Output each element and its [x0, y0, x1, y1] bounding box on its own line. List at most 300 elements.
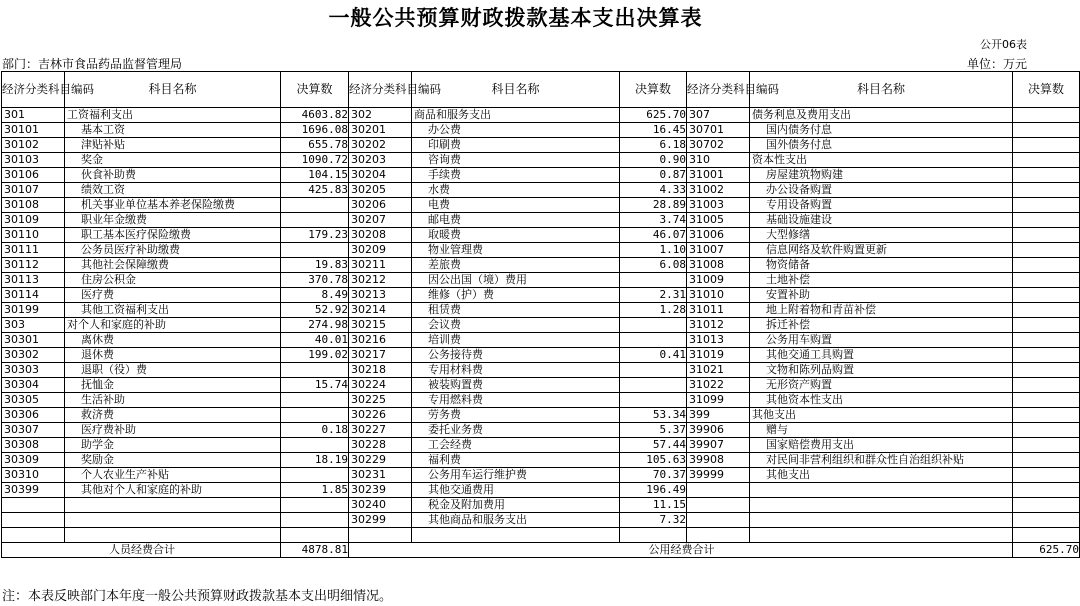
amount-cell: 28.89 [620, 198, 687, 213]
public-total-amount: 625.70 [1013, 543, 1080, 558]
amount-cell [1013, 153, 1080, 168]
code-cell: 310 [687, 153, 750, 168]
code-cell: 31002 [687, 183, 750, 198]
amount-cell: 425.83 [281, 183, 349, 198]
amount-cell [1013, 243, 1080, 258]
amount-cell: 0.41 [620, 348, 687, 363]
name-cell: 大型修缮 [750, 228, 1013, 243]
table-row [2, 363, 1080, 378]
code-cell: 30209 [349, 243, 412, 258]
name-cell: 因公出国（境）费用 [412, 273, 620, 288]
name-cell: 信息网络及软件购置更新 [750, 243, 1013, 258]
code-cell: 31006 [687, 228, 750, 243]
name-cell: 基础设施建设 [750, 213, 1013, 228]
name-cell [750, 483, 1013, 498]
amount-cell: 18.19 [281, 453, 349, 468]
code-cell: 30231 [349, 468, 412, 483]
name-cell: 拆迁补偿 [750, 318, 1013, 333]
amount-cell: 16.45 [620, 123, 687, 138]
amount-cell [1013, 183, 1080, 198]
code-cell: 30225 [349, 393, 412, 408]
table-row [2, 123, 1080, 138]
header-code: 经济分类科目编码 [349, 72, 412, 108]
code-cell: 307 [687, 108, 750, 123]
amount-cell [1013, 438, 1080, 453]
code-cell: 30307 [2, 423, 65, 438]
code-cell: 30702 [687, 138, 750, 153]
table-header-row [2, 72, 1080, 108]
amount-cell [1013, 483, 1080, 498]
name-cell: 基本工资 [65, 123, 281, 138]
code-cell: 31019 [687, 348, 750, 363]
name-cell: 物业管理费 [412, 243, 620, 258]
table-row [2, 153, 1080, 168]
amount-cell [1013, 123, 1080, 138]
name-cell: 债务利息及费用支出 [750, 108, 1013, 123]
amount-cell: 53.34 [620, 408, 687, 423]
amount-cell: 3.74 [620, 213, 687, 228]
code-cell: 30113 [2, 273, 65, 288]
table-row [2, 243, 1080, 258]
table-row [2, 183, 1080, 198]
table-row [2, 408, 1080, 423]
header-name: 科目名称 [412, 72, 620, 108]
code-cell: 30114 [2, 288, 65, 303]
code-cell [2, 498, 65, 513]
code-cell: 30701 [687, 123, 750, 138]
name-cell: 无形资产购置 [750, 378, 1013, 393]
code-cell [687, 528, 750, 543]
name-cell: 奖励金 [65, 453, 281, 468]
amount-cell: 0.87 [620, 168, 687, 183]
code-cell [687, 513, 750, 528]
amount-cell [1013, 213, 1080, 228]
name-cell [750, 528, 1013, 543]
name-cell: 委托业务费 [412, 423, 620, 438]
amount-cell: 11.15 [620, 498, 687, 513]
name-cell: 其他商品和服务支出 [412, 513, 620, 528]
name-cell: 公务用车购置 [750, 333, 1013, 348]
code-cell: 30199 [2, 303, 65, 318]
code-cell: 30213 [349, 288, 412, 303]
code-cell: 30302 [2, 348, 65, 363]
amount-cell [1013, 273, 1080, 288]
code-cell: 30224 [349, 378, 412, 393]
amount-cell: 1.10 [620, 243, 687, 258]
amount-cell: 40.01 [281, 333, 349, 348]
name-cell: 专用材料费 [412, 363, 620, 378]
code-cell: 30101 [2, 123, 65, 138]
code-cell: 399 [687, 408, 750, 423]
code-cell: 30106 [2, 168, 65, 183]
table-row [2, 258, 1080, 273]
amount-cell: 179.23 [281, 228, 349, 243]
code-cell: 30110 [2, 228, 65, 243]
name-cell [65, 498, 281, 513]
name-cell: 国外债务付息 [750, 138, 1013, 153]
code-cell: 30305 [2, 393, 65, 408]
name-cell: 离休费 [65, 333, 281, 348]
amount-cell [281, 213, 349, 228]
name-cell: 其他交通费用 [412, 483, 620, 498]
amount-cell [1013, 303, 1080, 318]
table-row [2, 348, 1080, 363]
table-row [2, 393, 1080, 408]
code-cell: 30216 [349, 333, 412, 348]
name-cell: 房屋建筑物购建 [750, 168, 1013, 183]
amount-cell [1013, 408, 1080, 423]
code-cell [2, 528, 65, 543]
amount-cell [1013, 258, 1080, 273]
code-cell: 30206 [349, 198, 412, 213]
name-cell: 工资福利支出 [65, 108, 281, 123]
amount-cell [281, 393, 349, 408]
amount-cell [1013, 513, 1080, 528]
name-cell: 商品和服务支出 [412, 108, 620, 123]
amount-cell: 1090.72 [281, 153, 349, 168]
name-cell: 电费 [412, 198, 620, 213]
code-cell: 30112 [2, 258, 65, 273]
amount-cell: 196.49 [620, 483, 687, 498]
table-row [2, 213, 1080, 228]
amount-cell [1013, 333, 1080, 348]
name-cell: 印刷费 [412, 138, 620, 153]
name-cell: 个人农业生产补贴 [65, 468, 281, 483]
name-cell: 差旅费 [412, 258, 620, 273]
amount-cell: 5.37 [620, 423, 687, 438]
code-cell: 30211 [349, 258, 412, 273]
amount-cell [1013, 528, 1080, 543]
code-cell: 30217 [349, 348, 412, 363]
name-cell: 助学金 [65, 438, 281, 453]
name-cell: 国内债务付息 [750, 123, 1013, 138]
code-cell: 30102 [2, 138, 65, 153]
code-cell [687, 483, 750, 498]
name-cell: 公务用车运行维护费 [412, 468, 620, 483]
code-cell [2, 513, 65, 528]
name-cell [65, 513, 281, 528]
amount-cell [1013, 498, 1080, 513]
amount-cell [281, 513, 349, 528]
code-cell: 31010 [687, 288, 750, 303]
name-cell: 职业年金缴费 [65, 213, 281, 228]
table-row [2, 138, 1080, 153]
amount-cell [1013, 468, 1080, 483]
name-cell: 取暖费 [412, 228, 620, 243]
table-row [2, 468, 1080, 483]
code-cell: 31008 [687, 258, 750, 273]
header-amount: 决算数 [281, 72, 349, 108]
code-cell: 30202 [349, 138, 412, 153]
table-row [2, 513, 1080, 528]
code-cell [349, 528, 412, 543]
name-cell: 专用设备购置 [750, 198, 1013, 213]
header-name: 科目名称 [65, 72, 281, 108]
code-cell: 301 [2, 108, 65, 123]
amount-cell: 4603.82 [281, 108, 349, 123]
amount-cell: 57.44 [620, 438, 687, 453]
name-cell: 奖金 [65, 153, 281, 168]
header-amount: 决算数 [1013, 72, 1080, 108]
table-row [2, 453, 1080, 468]
code-cell: 30214 [349, 303, 412, 318]
name-cell: 安置补助 [750, 288, 1013, 303]
code-cell: 30229 [349, 453, 412, 468]
amount-cell [620, 378, 687, 393]
name-cell: 维修（护）费 [412, 288, 620, 303]
header-code: 经济分类科目编码 [2, 72, 65, 108]
name-cell: 办公设备购置 [750, 183, 1013, 198]
code-cell: 39907 [687, 438, 750, 453]
code-cell: 30212 [349, 273, 412, 288]
name-cell: 伙食补助费 [65, 168, 281, 183]
name-cell [65, 528, 281, 543]
amount-cell [620, 363, 687, 378]
amount-cell: 655.78 [281, 138, 349, 153]
code-cell: 30204 [349, 168, 412, 183]
code-cell: 31009 [687, 273, 750, 288]
name-cell: 医疗费补助 [65, 423, 281, 438]
code-cell: 30103 [2, 153, 65, 168]
amount-cell [1013, 453, 1080, 468]
name-cell [750, 513, 1013, 528]
code-cell: 30239 [349, 483, 412, 498]
name-cell: 资本性支出 [750, 153, 1013, 168]
code-cell: 30208 [349, 228, 412, 243]
name-cell: 培训费 [412, 333, 620, 348]
code-cell: 31099 [687, 393, 750, 408]
table-row [2, 483, 1080, 498]
name-cell: 税金及附加费用 [412, 498, 620, 513]
amount-cell [620, 333, 687, 348]
code-cell: 30299 [349, 513, 412, 528]
amount-cell: 70.37 [620, 468, 687, 483]
amount-cell: 0.90 [620, 153, 687, 168]
amount-cell: 105.63 [620, 453, 687, 468]
amount-cell: 6.08 [620, 258, 687, 273]
name-cell: 被装购置费 [412, 378, 620, 393]
name-cell: 生活补助 [65, 393, 281, 408]
table-row [2, 423, 1080, 438]
code-cell: 30203 [349, 153, 412, 168]
code-cell: 31013 [687, 333, 750, 348]
name-cell: 土地补偿 [750, 273, 1013, 288]
amount-cell: 370.78 [281, 273, 349, 288]
name-cell: 咨询费 [412, 153, 620, 168]
name-cell: 其他交通工具购置 [750, 348, 1013, 363]
code-cell: 31022 [687, 378, 750, 393]
code-cell: 31003 [687, 198, 750, 213]
amount-cell: 0.18 [281, 423, 349, 438]
unit-label: 单位：万元 [966, 57, 1027, 71]
name-cell: 公务接待费 [412, 348, 620, 363]
name-cell: 职工基本医疗保险缴费 [65, 228, 281, 243]
name-cell: 物资储备 [750, 258, 1013, 273]
name-cell: 公务员医疗补助缴费 [65, 243, 281, 258]
code-cell: 31005 [687, 213, 750, 228]
name-cell: 文物和陈列品购置 [750, 363, 1013, 378]
code-cell: 39908 [687, 453, 750, 468]
name-cell: 津贴补贴 [65, 138, 281, 153]
code-cell: 30108 [2, 198, 65, 213]
code-cell [687, 498, 750, 513]
name-cell: 赠与 [750, 423, 1013, 438]
amount-cell [1013, 423, 1080, 438]
code-cell: 30201 [349, 123, 412, 138]
name-cell [750, 498, 1013, 513]
name-cell: 对民间非营利组织和群众性自治组织补贴 [750, 453, 1013, 468]
name-cell [412, 528, 620, 543]
table-row [2, 228, 1080, 243]
table-row [2, 378, 1080, 393]
name-cell: 国家赔偿费用支出 [750, 438, 1013, 453]
amount-cell [1013, 288, 1080, 303]
amount-cell [281, 438, 349, 453]
code-cell: 30207 [349, 213, 412, 228]
amount-cell [281, 528, 349, 543]
amount-cell [620, 318, 687, 333]
table-row [2, 498, 1080, 513]
code-cell: 31007 [687, 243, 750, 258]
code-cell: 30109 [2, 213, 65, 228]
amount-cell [1013, 228, 1080, 243]
name-cell: 其他工资福利支出 [65, 303, 281, 318]
code-cell: 303 [2, 318, 65, 333]
amount-cell [620, 393, 687, 408]
amount-cell [620, 528, 687, 543]
amount-cell [1013, 393, 1080, 408]
footnote: 注：本表反映部门本年度一般公共预算财政拨款基本支出明细情况。 [2, 589, 393, 604]
table-row [2, 528, 1080, 543]
code-cell: 39999 [687, 468, 750, 483]
name-cell: 地上附着物和青苗补偿 [750, 303, 1013, 318]
amount-cell [281, 468, 349, 483]
code-cell: 30226 [349, 408, 412, 423]
header-amount: 决算数 [620, 72, 687, 108]
amount-cell: 46.07 [620, 228, 687, 243]
amount-cell: 199.02 [281, 348, 349, 363]
name-cell: 机关事业单位基本养老保险缴费 [65, 198, 281, 213]
name-cell: 对个人和家庭的补助 [65, 318, 281, 333]
amount-cell [281, 363, 349, 378]
code-cell: 30306 [2, 408, 65, 423]
amount-cell [620, 273, 687, 288]
code-cell: 30227 [349, 423, 412, 438]
name-cell: 会议费 [412, 318, 620, 333]
amount-cell [281, 243, 349, 258]
code-cell: 39906 [687, 423, 750, 438]
amount-cell [1013, 378, 1080, 393]
code-cell: 30107 [2, 183, 65, 198]
summary-row [2, 543, 1080, 558]
name-cell: 专用燃料费 [412, 393, 620, 408]
code-cell: 30399 [2, 483, 65, 498]
public-total-label: 公用经费合计 [349, 543, 1013, 558]
amount-cell [1013, 168, 1080, 183]
department-label: 部门：吉林市食品药品监督管理局 [2, 57, 183, 71]
amount-cell: 6.18 [620, 138, 687, 153]
name-cell: 抚恤金 [65, 378, 281, 393]
amount-cell [281, 498, 349, 513]
table-row [2, 168, 1080, 183]
name-cell: 手续费 [412, 168, 620, 183]
code-cell: 31011 [687, 303, 750, 318]
amount-cell: 104.15 [281, 168, 349, 183]
name-cell: 医疗费 [65, 288, 281, 303]
name-cell: 其他对个人和家庭的补助 [65, 483, 281, 498]
amount-cell: 15.74 [281, 378, 349, 393]
name-cell: 水费 [412, 183, 620, 198]
name-cell: 其他支出 [750, 408, 1013, 423]
code-cell: 30228 [349, 438, 412, 453]
header-code: 经济分类科目编码 [687, 72, 750, 108]
code-cell: 30308 [2, 438, 65, 453]
amount-cell: 7.32 [620, 513, 687, 528]
expenditure-table [1, 71, 1080, 558]
amount-cell: 4.33 [620, 183, 687, 198]
name-cell: 工会经费 [412, 438, 620, 453]
code-cell: 30111 [2, 243, 65, 258]
amount-cell: 8.49 [281, 288, 349, 303]
amount-cell: 19.83 [281, 258, 349, 273]
header-name: 科目名称 [750, 72, 1013, 108]
name-cell: 其他资本性支出 [750, 393, 1013, 408]
amount-cell: 625.70 [620, 108, 687, 123]
amount-cell [281, 198, 349, 213]
code-cell: 30304 [2, 378, 65, 393]
personnel-total-amount: 4878.81 [281, 543, 349, 558]
amount-cell [1013, 108, 1080, 123]
name-cell: 其他社会保障缴费 [65, 258, 281, 273]
code-cell: 30303 [2, 363, 65, 378]
amount-cell: 2.31 [620, 288, 687, 303]
name-cell: 退休费 [65, 348, 281, 363]
amount-cell [1013, 363, 1080, 378]
name-cell: 退职（役）费 [65, 363, 281, 378]
table-row [2, 303, 1080, 318]
amount-cell [1013, 138, 1080, 153]
table-row [2, 333, 1080, 348]
name-cell: 劳务费 [412, 408, 620, 423]
code-cell: 30205 [349, 183, 412, 198]
table-row [2, 318, 1080, 333]
code-cell: 31012 [687, 318, 750, 333]
amount-cell: 1.85 [281, 483, 349, 498]
table-row [2, 273, 1080, 288]
name-cell: 邮电费 [412, 213, 620, 228]
name-cell: 其他支出 [750, 468, 1013, 483]
form-number: 公开06表 [980, 38, 1027, 51]
name-cell: 租赁费 [412, 303, 620, 318]
code-cell: 302 [349, 108, 412, 123]
name-cell: 救济费 [65, 408, 281, 423]
name-cell: 住房公积金 [65, 273, 281, 288]
name-cell: 福利费 [412, 453, 620, 468]
name-cell: 绩效工资 [65, 183, 281, 198]
code-cell: 30215 [349, 318, 412, 333]
amount-cell [281, 408, 349, 423]
code-cell: 30240 [349, 498, 412, 513]
amount-cell: 274.98 [281, 318, 349, 333]
amount-cell: 1.28 [620, 303, 687, 318]
code-cell: 30309 [2, 453, 65, 468]
code-cell: 30310 [2, 468, 65, 483]
code-cell: 30218 [349, 363, 412, 378]
amount-cell [1013, 198, 1080, 213]
code-cell: 30301 [2, 333, 65, 348]
amount-cell: 1696.08 [281, 123, 349, 138]
name-cell: 办公费 [412, 123, 620, 138]
